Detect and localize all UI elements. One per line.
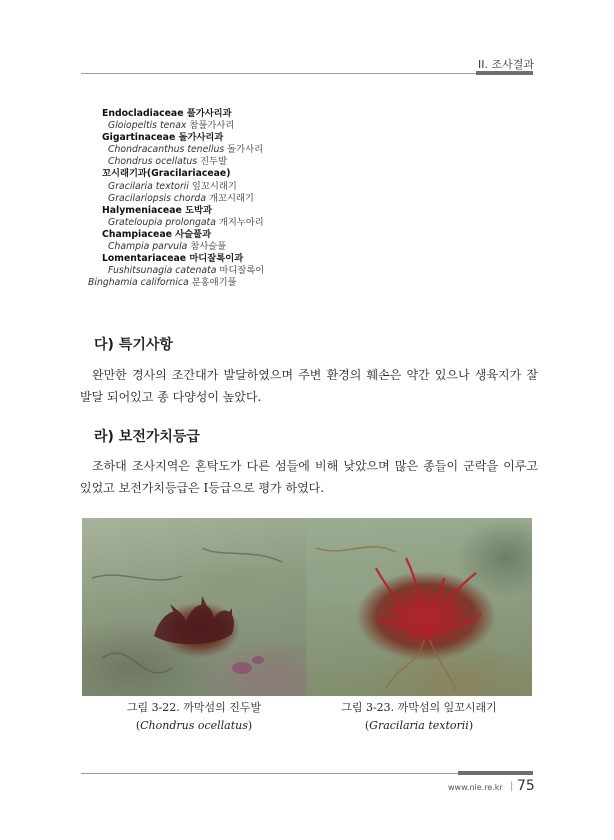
species-scientific-name: Gloiopeltis tenax [108,120,187,132]
remarks-paragraph [80,364,538,408]
species-korean-name: 진두발 [200,156,228,168]
footer-url: www.nie.re.kr [448,783,503,792]
species-entry [102,144,264,156]
figure-caption-title: 그림 3-22. 까막섬의 진두발 [126,701,262,714]
species-entry [102,120,264,132]
species-entry [102,265,264,277]
species-entry [102,241,264,253]
species-entry [102,181,264,193]
family-name: 꼬시래기과(Gracilariaceae) [102,168,231,180]
running-header-title: II. 조사결과 [478,58,534,71]
species-korean-name: 개꼬시래기 [209,192,254,204]
header-rule [81,73,533,74]
species-scientific-name: Gracilaria textorii [108,180,189,192]
footer-accent-bar [458,771,533,775]
figure-caption-scientific: (Gracilaria textorii) [364,719,474,732]
species-scientific-name: Chondrus ocellatus [108,156,198,168]
species-scientific-name: Gracilariopsis chorda [108,192,207,204]
figure-caption-scientific: (Chondrus ocellatus) [135,719,253,732]
species-entry [88,277,264,289]
family-name: Gigartinaceae 돌가사리과 [102,132,224,144]
species-scientific-name: Fushitsunagia catenata [108,265,217,277]
species-korean-name: 참풀가사리 [189,120,235,132]
species-scientific-name: Chondracanthus tenellus [108,144,225,156]
figure-scientific-name: Chondrus ocellatus [140,719,248,732]
seaweed-illustration-left [82,518,306,696]
species-scientific-name: Grateloupia prolongata [108,216,216,228]
conservation-text: 조하대 조사지역은 혼탁도가 다른 섬들에 비해 낮았으며 많은 종들이 군락을 이루고 있었고 보전가치등급은 Ⅰ등급으로 평가 하였다. [80,459,538,495]
species-entry [102,217,264,229]
species-korean-name: 참사슬풀 [190,241,227,253]
species-korean-name: 마디잘록이 [219,265,265,277]
species-korean-name: 돌가사리 [227,144,264,156]
family-name: Champiaceae 사슬풀과 [102,228,212,240]
species-scientific-name: Champia parvula [108,241,188,253]
figure-caption-right [306,699,532,735]
species-entry [102,156,264,168]
family-name: Lomentariaceae 마디잘록이과 [102,253,244,265]
family-name: Endocladiaceae 풀가사리과 [102,108,232,119]
species-korean-name: 분홍애기풀 [191,277,237,289]
figure-caption-left [82,699,306,735]
family-name: Halymeniaceae 도박과 [102,204,212,216]
page-number: 75 [517,778,535,794]
species-entry [102,193,264,205]
species-korean-name: 개지누아리 [218,216,264,228]
figure-scientific-name: Gracilaria textorii [369,719,469,732]
conservation-paragraph [80,455,538,499]
species-list [88,108,265,289]
seaweed-illustration-right [306,518,532,696]
section-heading-remarks: 다) 특기사항 [94,337,173,353]
species-scientific-name: Binghamia californica [88,277,189,289]
section-heading-conservation-grade: 라) 보전가치등급 [94,429,200,445]
photo-chondrus-ocellatus [82,518,306,696]
header-accent-bar [476,71,533,75]
species-korean-name: 잎꼬시래기 [191,180,237,192]
photo-gracilaria-textorii [306,518,532,696]
figure-caption-title: 그림 3-23. 까막섬의 잎꼬시래기 [341,701,497,714]
remarks-text: 완만한 경사의 조간대가 발달하였으며 주변 환경의 훼손은 약간 있으나 생육지가 잘 발달 되어있고 종 다양성이 높았다. [80,368,538,404]
footer-separator: | [510,781,514,792]
